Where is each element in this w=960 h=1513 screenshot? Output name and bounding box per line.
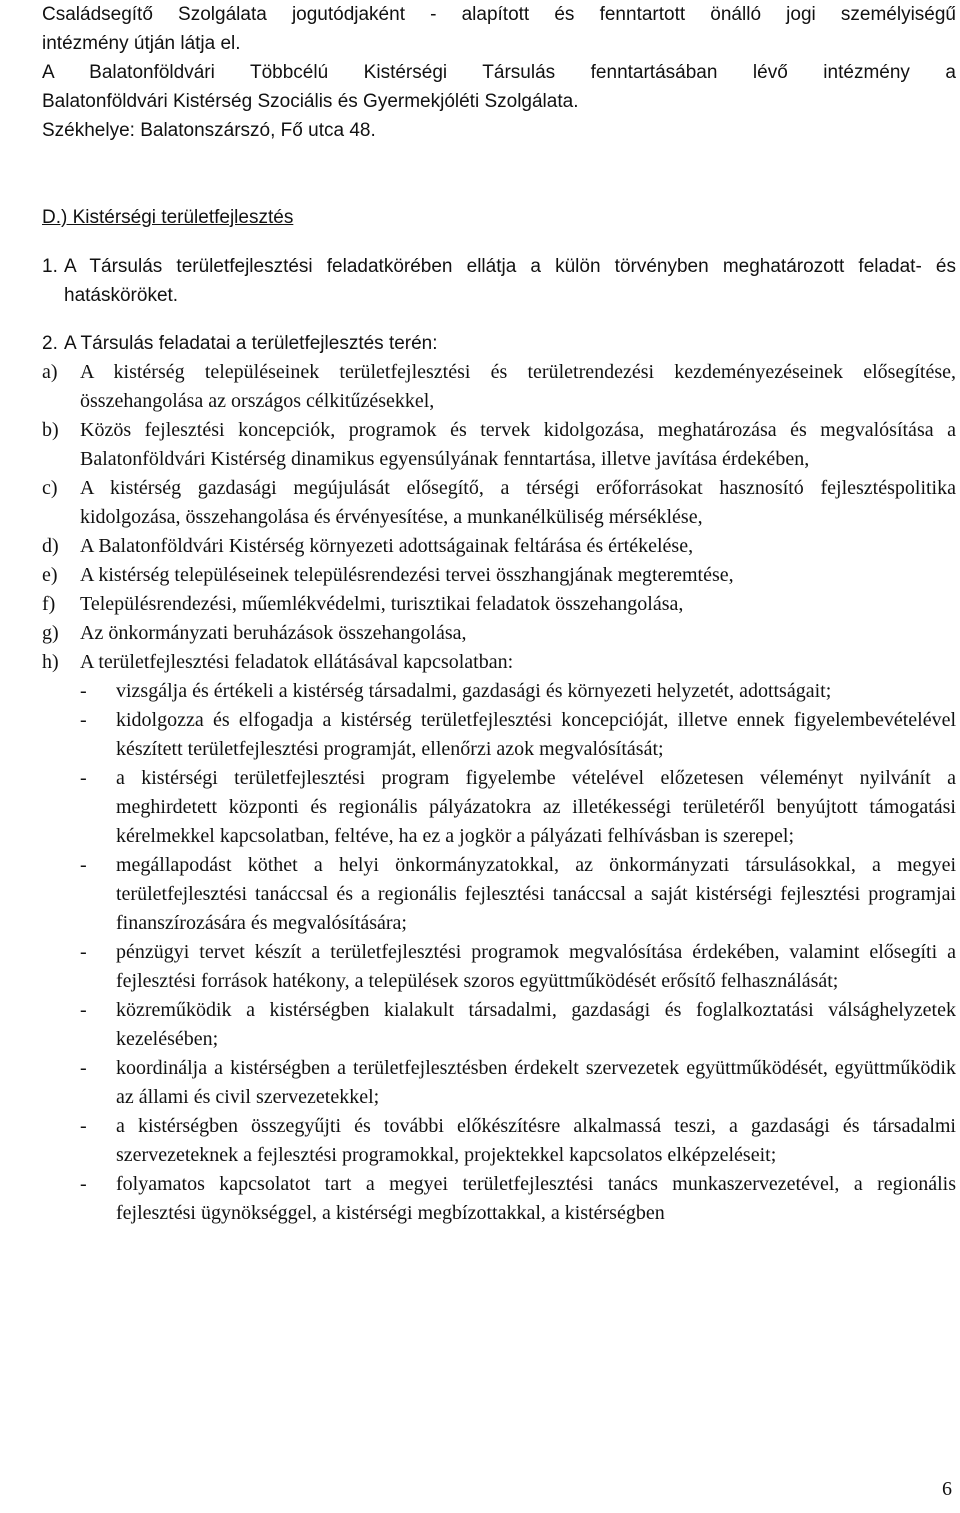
list-item-text: A területfejlesztési feladatok ellátásával kapcsolatban:: [80, 651, 514, 673]
document-page: [42, 0, 956, 1228]
list-item-label: h): [42, 651, 59, 673]
dash-item-text: folyamatos kapcsolatot tart a megyei területfejlesztési tanács munkaszervezetével, a regionális fejlesztési ügynökséggel, a kistérségi megbízottakkal, a kistérségben: [116, 1173, 956, 1224]
list-item: [42, 590, 956, 619]
dash-mark: -: [80, 1115, 87, 1137]
sub-list: [42, 358, 956, 677]
list-item-label: b): [42, 419, 59, 441]
list-item-text: Az önkormányzati beruházások összehangolása,: [80, 622, 467, 644]
intro-line-4: Balatonföldvári Kistérség Szociális és Gyermekjóléti Szolgálata.: [42, 91, 579, 112]
dash-item-text: megállapodást köthet a helyi önkormányzatokkal, az önkormányzati társulásokkal, a megyei területfejlesztési tanáccsal és a regionális fejlesztési tanáccsal a saját kistérségi fejlesztési programjai finanszírozására és megvalósítására;: [116, 854, 956, 934]
list-item: [42, 358, 956, 416]
page-number: 6: [942, 1478, 952, 1500]
item-number: 2.: [42, 333, 58, 354]
dash-item: [42, 938, 956, 996]
dash-item: [42, 996, 956, 1054]
dash-mark: -: [80, 1173, 87, 1195]
list-item-text: Településrendezési, műemlékvédelmi, turisztikai feladatok összehangolása,: [80, 593, 684, 615]
list-item-text: A kistérség településeinek településrendezési tervei összhangjának megteremtése,: [80, 564, 734, 586]
list-item-label: d): [42, 535, 59, 557]
dash-item-text: vizsgálja és értékeli a kistérség társadalmi, gazdasági és környezeti helyzetét, adottságait;: [116, 680, 832, 702]
list-item-label: f): [42, 593, 56, 615]
list-item: [42, 648, 956, 677]
dash-list: [42, 677, 956, 1228]
dash-mark: -: [80, 1057, 87, 1079]
item-number: 1.: [42, 256, 58, 277]
list-item-label: g): [42, 622, 59, 644]
section-title: D.) Kistérségi területfejlesztés: [42, 207, 294, 228]
dash-item-text: kidolgozza és elfogadja a kistérség területfejlesztési koncepcióját, illetve ennek figyelembevételével készített területfejlesztési programját, ellenőrzi azok megvalósítását;: [116, 709, 956, 760]
dash-item: [42, 706, 956, 764]
dash-item-text: pénzügyi tervet készít a területfejlesztési programok megvalósítása érdekében, valamint elősegíti a fejlesztési források hatékony, a települések szoros együttműködését erősítő felhasználását;: [116, 941, 956, 992]
dash-mark: -: [80, 767, 87, 789]
dash-item: [42, 677, 956, 706]
dash-item: [42, 764, 956, 851]
dash-mark: -: [80, 680, 87, 702]
intro-line-3: A Balatonföldvári Többcélú Kistérségi Társulás fenntartásában lévő intézmény a: [42, 62, 956, 83]
list-item-text: A kistérség településeinek területfejlesztési és területrendezési kezdeményezéseinek elősegítése, összehangolása az országos célkitűzésekkel,: [80, 361, 956, 412]
list-item: [42, 416, 956, 474]
dash-item-text: koordinálja a kistérségben a területfejlesztésben érdekelt szervezetek együttműködését, együttműködik az állami és civil szervezetekkel;: [116, 1057, 956, 1108]
intro-line-5: Székhelye: Balatonszárszó, Fő utca 48.: [42, 120, 376, 141]
intro-block: [42, 0, 956, 145]
dash-item: [42, 1112, 956, 1170]
list-item-label: e): [42, 564, 58, 586]
list-item: [42, 474, 956, 532]
dash-item: [42, 1170, 956, 1228]
section-heading: [42, 203, 956, 232]
dash-item-text: a kistérségi területfejlesztési program figyelembe vételével előzetesen véleményt nyilvánít a meghirdetett központi és regionális pályázatokra az illetékességi területéről benyújtott támogatási kérelmekkel kapcsolatban, feltéve, ha ez a jogkör a pályázati felhívásban is szerepel;: [116, 767, 956, 847]
list-item-label: c): [42, 477, 58, 499]
dash-item-text: közreműködik a kistérségben kialakult társadalmi, gazdasági és foglalkoztatási válsághelyzetek kezelésében;: [116, 999, 956, 1050]
numbered-item-2: [42, 329, 956, 1228]
dash-mark: -: [80, 941, 87, 963]
list-item-text: A kistérség gazdasági megújulását elősegítő, a térségi erőforrásokat hasznosító fejlesztéspolitika kidolgozása, összehangolása és érvényesítése, a munkanélküliség mérséklése,: [80, 477, 956, 528]
dash-item: [42, 1054, 956, 1112]
list-item-label: a): [42, 361, 58, 383]
list-item-text: Közös fejlesztési koncepciók, programok és tervek kidolgozása, meghatározása és megvalósítása a Balatonföldvári Kistérség dinamikus egyensúlyának fenntartása, illetve javítása érdekében,: [80, 419, 956, 470]
item-text: A Társulás feladatai a területfejlesztés terén:: [64, 333, 438, 354]
list-item: [42, 561, 956, 590]
dash-mark: -: [80, 709, 87, 731]
list-item: [42, 619, 956, 648]
list-item: [42, 532, 956, 561]
dash-item: [42, 851, 956, 938]
numbered-item-1: [42, 252, 956, 310]
intro-line-2: intézmény útján látja el.: [42, 33, 241, 54]
item-text: A Társulás területfejlesztési feladatkörében ellátja a külön törvényben meghatározott feladat- és hatásköröket.: [64, 256, 956, 306]
dash-mark: -: [80, 999, 87, 1021]
list-item-text: A Balatonföldvári Kistérség környezeti adottságainak feltárása és értékelése,: [80, 535, 694, 557]
dash-item-text: a kistérségben összegyűjti és további előkészítésre alkalmassá teszi, a gazdasági és társadalmi szervezeteknek a fejlesztési programokkal, projektekkel kapcsolatos elképzeléseit;: [116, 1115, 956, 1166]
dash-mark: -: [80, 854, 87, 876]
intro-line-1: Családsegítő Szolgálata jogutódjaként - alapított és fenntartott önálló jogi személyiségű: [42, 4, 956, 25]
